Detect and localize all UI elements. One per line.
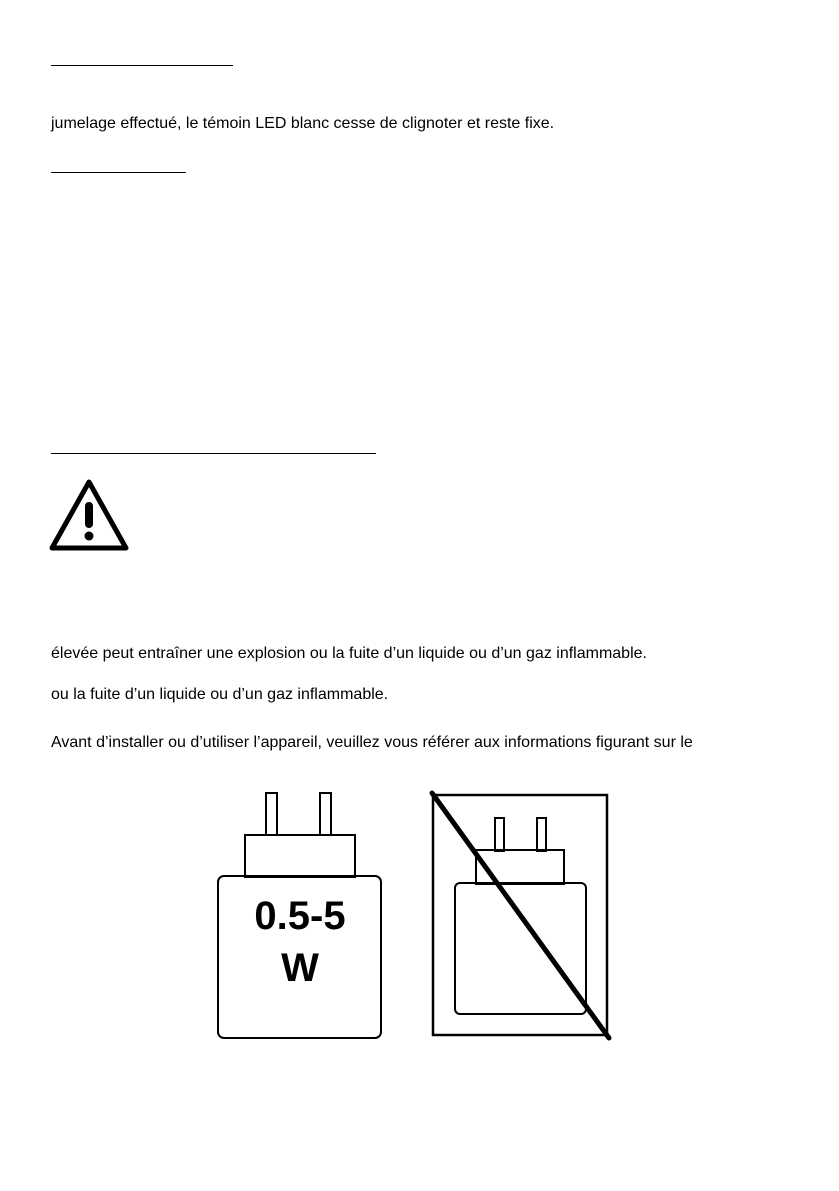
explosion-warning-text: élevée peut entraîner une explosion ou la fuite d’un liquide ou d’un gaz inflammable. — [51, 645, 647, 662]
pairing-status-text: jumelage effectué, le témoin LED blanc cesse de clignoter et reste fixe. — [51, 115, 555, 132]
charger-wattage-value: 0.5-5 — [254, 894, 346, 938]
section-heading-underline-3 — [51, 453, 376, 454]
section-heading-underline-2 — [51, 172, 186, 173]
warning-triangle-icon — [49, 478, 129, 552]
charger-plug-icon — [218, 793, 381, 1038]
leak-warning-text: ou la fuite d’un liquide ou d’un gaz inflammable. — [51, 686, 389, 703]
installation-instructions-text: Avant d’installer ou d’utiliser l’appareil, veuillez vous référer aux informations figurant sur le — [51, 734, 693, 751]
crossed-out-charger-icon — [432, 793, 609, 1038]
charger-wattage-unit: W — [281, 946, 319, 990]
charger-comparison-figure — [214, 788, 614, 1043]
section-heading-underline-1 — [51, 65, 233, 66]
